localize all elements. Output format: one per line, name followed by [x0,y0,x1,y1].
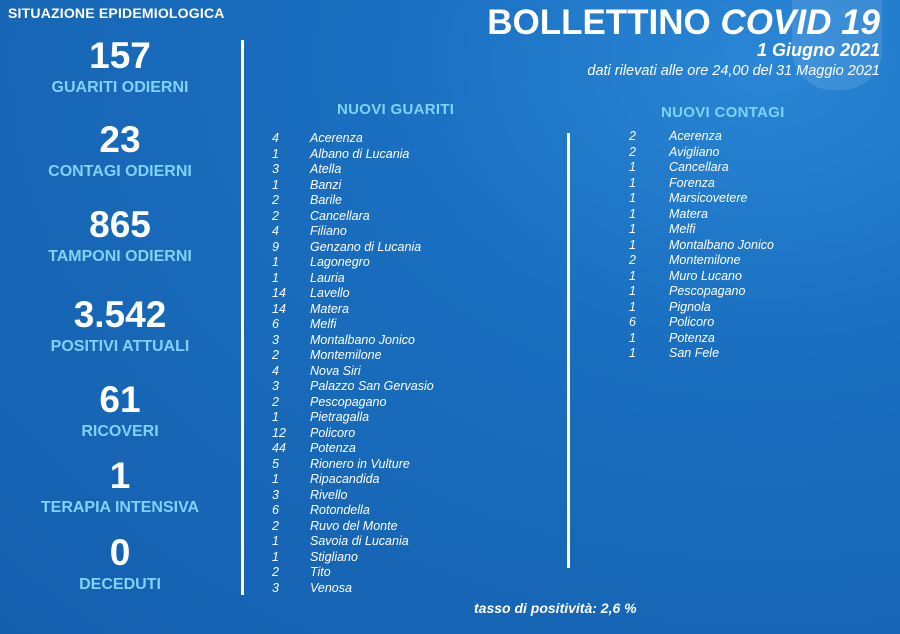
count: 44 [272,441,286,455]
municipality: Ruvo del Monte [310,518,398,533]
list-item [629,269,774,285]
count: 2 [629,253,636,267]
municipality: Ripacandida [310,472,380,486]
municipality: Genzano di Lucania [310,239,422,254]
count: 1 [629,237,636,252]
municipality: Lagonegro [310,255,370,269]
list-item [272,271,434,287]
municipality: Palazzo San Gervasio [310,379,434,393]
count: 4 [272,131,279,145]
count: 1 [629,160,636,174]
count: 6 [272,317,279,331]
list-item [629,315,774,331]
municipality: Lavello [310,286,350,300]
stat-tamponi [0,205,240,267]
count: 14 [272,286,286,300]
municipality: Rivello [310,487,348,502]
count: 2 [272,394,279,409]
list-item [272,162,434,178]
count: 1 [272,534,279,548]
count: 1 [272,549,279,564]
title-italic: COVID 19 [720,3,880,42]
list-item [272,131,434,147]
list-item [272,364,434,380]
stat-value: 3.542 [73,294,167,335]
municipality: Potenza [669,330,715,345]
list-item [272,286,434,302]
summary-title: SITUAZIONE EPIDEMIOLOGICA [8,5,225,21]
stat-label: TAMPONI ODIERNI [48,248,192,265]
stat-label: RICOVERI [81,423,159,440]
municipality: Avigliano [669,144,720,159]
municipality: San Fele [669,346,720,360]
stat-positivi [0,295,240,357]
stat-value: 157 [89,35,151,76]
municipality: Montalbano Jonico [310,332,415,347]
count: 1 [629,346,636,360]
list-item [629,160,774,176]
count: 1 [629,284,636,298]
municipality: Potenza [310,441,356,455]
list-item [272,224,434,240]
list-item [272,193,434,209]
count: 3 [272,379,279,393]
municipality: Filiano [310,224,347,238]
municipality: Melfi [669,222,696,236]
bulletin-date: 1 Giugno 2021 [756,40,880,60]
bulletin-header [487,4,880,80]
municipality: Acerenza [669,129,722,143]
list-item [272,317,434,333]
list-item [629,300,774,316]
municipality: Forenza [669,175,715,190]
count: 2 [272,208,279,223]
count: 5 [272,456,279,471]
count: 2 [272,518,279,533]
list-item [272,302,434,318]
list-item [272,209,434,225]
bulletin-title [487,4,880,42]
count: 1 [629,330,636,345]
municipality: Banzi [310,177,342,192]
count: 2 [629,129,636,143]
stat-value: 23 [99,119,141,160]
stat-deceduti [0,533,240,595]
list-item [272,565,434,581]
municipality: Muro Lucano [669,268,742,283]
municipality: Lauria [310,270,345,285]
list-item [629,207,774,223]
list-item [272,457,434,473]
list-item [272,581,434,597]
municipality: Montalbano Jonico [669,237,774,252]
list-item [272,488,434,504]
municipality: Pietragalla [310,410,370,424]
list-item [629,145,774,161]
municipality: Albano di Lucania [310,146,410,161]
count: 4 [272,224,279,238]
list-item [272,240,434,256]
count: 12 [272,425,286,440]
list-item [272,348,434,364]
count: 2 [272,565,279,579]
stat-contagi [0,120,240,182]
count: 6 [629,315,636,329]
count: 1 [272,255,279,269]
list-item [629,222,774,238]
municipality: Atella [310,162,342,176]
count: 14 [272,301,286,316]
list-item [272,333,434,349]
bulletin-subtitle: dati rilevati alle ore 24,00 del 31 Maggio 2021 [587,63,880,79]
count: 3 [272,162,279,176]
guariti-title: NUOVI GUARITI [337,101,455,118]
list-item [272,519,434,535]
municipality: Pescopagano [310,394,387,409]
count: 2 [272,348,279,362]
municipality: Venosa [310,580,352,595]
count: 2 [629,144,636,159]
count: 2 [272,193,279,207]
count: 3 [272,332,279,347]
municipality: Rotondella [310,503,370,517]
stat-label: CONTAGI ODIERNI [48,163,192,180]
municipality: Marsicovetere [669,191,748,205]
count: 1 [629,175,636,190]
stat-value: 61 [99,379,141,420]
list-item [272,410,434,426]
count: 1 [629,222,636,236]
municipality: Matera [310,301,349,316]
municipality: Rionero in Vulture [310,456,410,471]
municipality: Montemilone [310,348,382,362]
municipality: Montemilone [669,253,741,267]
positivity-rate: tasso di positività: 2,6 % [474,600,637,616]
list-item [629,176,774,192]
summary-panel [0,0,245,634]
stat-guariti [0,36,240,98]
stat-label: GUARITI ODIERNI [51,79,189,96]
count: 9 [272,239,279,254]
stat-label: POSITIVI ATTUALI [50,338,190,355]
count: 1 [272,472,279,486]
municipality: Policoro [669,315,715,329]
municipality: Pignola [669,299,711,314]
stat-label: TERAPIA INTENSIVA [40,499,200,516]
municipality: Matera [669,206,708,221]
list-item [272,472,434,488]
municipality: Melfi [310,317,337,331]
municipality: Pescopagano [669,284,746,298]
list-item [272,255,434,271]
municipality: Savoia di Lucania [310,534,409,548]
municipality: Policoro [310,425,356,440]
count: 1 [629,299,636,314]
municipality: Barile [310,193,342,207]
count: 6 [272,503,279,517]
list-item [272,534,434,550]
count: 3 [272,487,279,502]
list-item [629,331,774,347]
stat-value: 1 [109,455,131,496]
count: 1 [629,206,636,221]
list-item [272,379,434,395]
list-item [272,426,434,442]
stat-ricoveri [0,380,240,442]
count: 1 [629,268,636,283]
count: 1 [272,177,279,192]
list-item [629,129,774,145]
list-item [272,441,434,457]
count: 1 [629,191,636,205]
list-item [272,178,434,194]
count: 4 [272,363,279,378]
municipality: Stigliano [310,549,358,564]
list-item [272,147,434,163]
list-item [272,550,434,566]
title-main: BOLLETTINO [487,3,721,42]
list-item [629,253,774,269]
municipality: Acerenza [310,131,363,145]
list-item [272,395,434,411]
stat-value: 865 [89,204,151,245]
municipality: Cancellara [669,160,729,174]
count: 3 [272,580,279,595]
count: 1 [272,270,279,285]
list-item [629,346,774,362]
divider [241,40,244,595]
stat-terapia-intensiva [0,456,240,518]
municipality: Tito [310,565,331,579]
contagi-list [629,129,774,362]
stat-value: 0 [109,532,131,573]
contagi-title: NUOVI CONTAGI [661,104,785,121]
list-item [272,503,434,519]
municipality: Cancellara [310,208,370,223]
guariti-list [272,131,434,596]
count: 1 [272,410,279,424]
count: 1 [272,146,279,161]
list-item [629,284,774,300]
stat-label: DECEDUTI [79,576,161,593]
list-item [629,238,774,254]
municipality: Nova Siri [310,363,361,378]
list-item [629,191,774,207]
divider [567,133,570,568]
